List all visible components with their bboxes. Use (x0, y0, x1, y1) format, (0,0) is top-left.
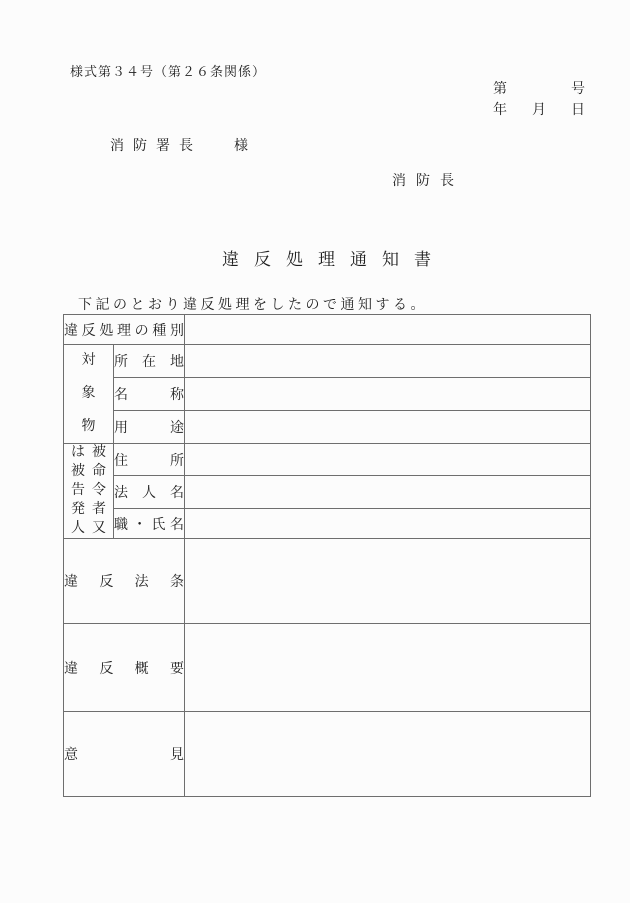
location-label-cell: 所在地 (114, 345, 185, 378)
notification-table (63, 314, 591, 797)
date-day-label: 日 (571, 103, 585, 118)
violation-law-value-cell (185, 539, 591, 624)
table-row (64, 378, 591, 411)
table-row (64, 444, 591, 476)
name-label-cell: 名称 (114, 378, 185, 411)
intro-text: 下記のとおり違反処理をしたので通知する。 (78, 298, 428, 313)
date-year-label: 年 (493, 103, 507, 118)
opinion-label-cell: 意見 (64, 712, 185, 797)
sender-line: 消防長 (392, 174, 464, 189)
person-group-label-cell (64, 444, 114, 539)
violation-summary-value-cell (185, 624, 591, 712)
addressee-honorific: 様 (234, 139, 248, 154)
table-row (64, 315, 591, 345)
address-value-cell (185, 444, 591, 476)
location-value-cell (185, 345, 591, 378)
use-label-cell: 用途 (114, 411, 185, 444)
violation-summary-label-cell: 違反概要 (64, 624, 185, 712)
table-row (64, 509, 591, 539)
table-row (64, 411, 591, 444)
table-row (64, 712, 591, 797)
doc-number-suffix: 号 (571, 82, 585, 97)
kind-label-cell: 違反処理の種別 (64, 315, 185, 345)
corporate-name-label-cell: 法人名 (114, 476, 185, 509)
name-value-cell (185, 378, 591, 411)
violation-law-label-cell: 違反法条 (64, 539, 185, 624)
occupation-name-label-cell: 職・氏名 (114, 509, 185, 539)
addressee-line (110, 135, 248, 155)
date-line (493, 100, 585, 121)
doc-number-date-block (493, 79, 585, 121)
form-number-label: 様式第３４号（第２６条関係） (70, 64, 267, 79)
page-title: 違反処理通知書 (222, 250, 446, 269)
table-row (64, 345, 591, 378)
doc-number-prefix: 第 (493, 82, 507, 97)
occupation-name-value-cell (185, 509, 591, 539)
corporate-name-value-cell (185, 476, 591, 509)
object-group-label-cell (64, 345, 114, 444)
opinion-value-cell (185, 712, 591, 797)
address-label-cell: 住所 (114, 444, 185, 476)
table-row (64, 624, 591, 712)
doc-number-line (493, 79, 585, 100)
use-value-cell (185, 411, 591, 444)
date-month-label: 月 (532, 103, 546, 118)
table-row (64, 539, 591, 624)
addressee-name: 消防署長 (110, 139, 202, 154)
object-vertical-label: 対 象 物 (81, 353, 96, 434)
person-vertical-label: は被 被命 告令 発者 人又 (71, 445, 106, 536)
kind-value-cell (185, 315, 591, 345)
table-row (64, 476, 591, 509)
